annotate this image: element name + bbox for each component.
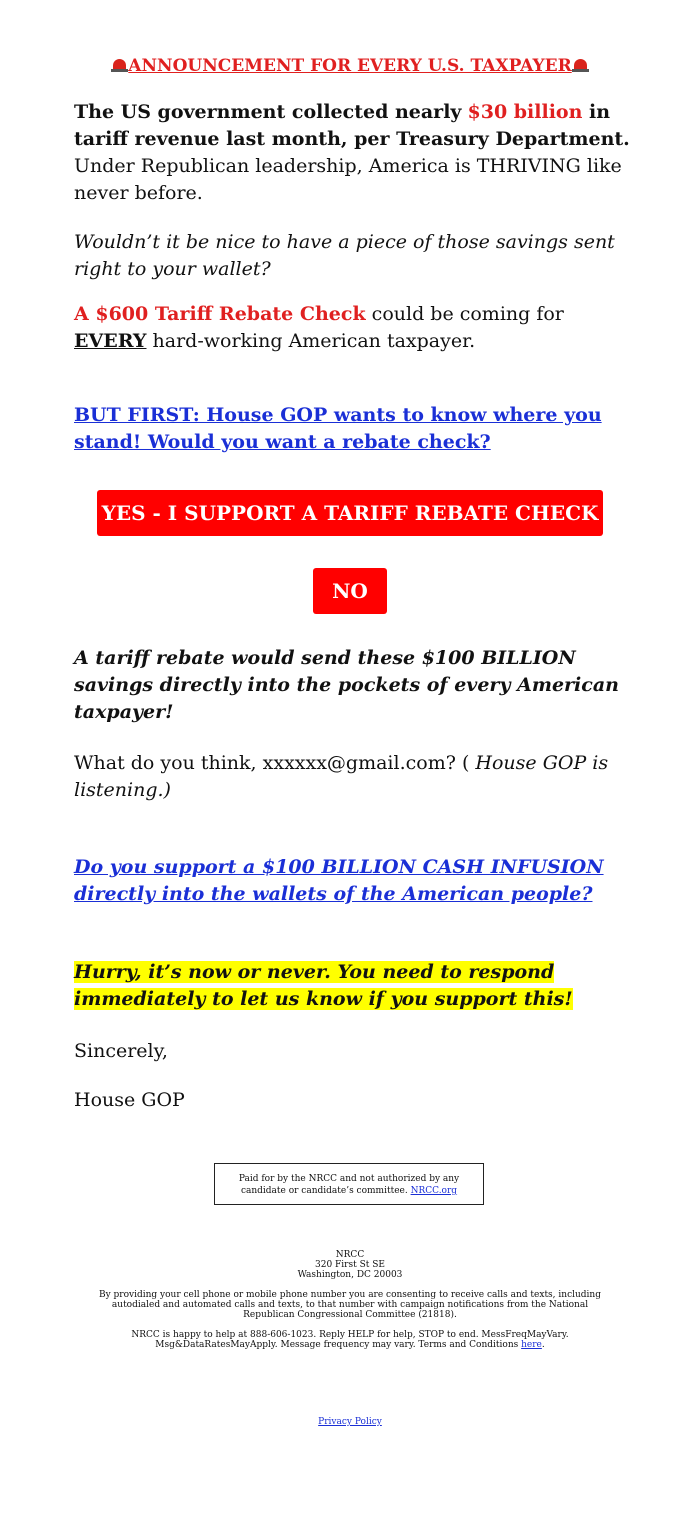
consent-text: By providing your cell phone or mobile phone number you are consenting to receive calls and texts, including autodialed and automated calls and texts, to that number with campaign notifications from the National Republican Congressional Committee (21818). <box>98 1290 601 1320</box>
hurry-paragraph <box>74 959 634 1013</box>
rebate-amount: A $600 Tariff Rebate Check <box>74 303 366 325</box>
privacy-policy-link[interactable]: Privacy Policy <box>318 1417 382 1427</box>
what-think-paragraph: What do you think, xxxxxx@gmail.com? ( House GOP is listening.) <box>74 752 609 801</box>
intro-paragraph: The US government collected nearly $30 billion in tariff revenue last month, per Treasury Department. Under Republican leadership, America is THRIVING like never before. <box>74 101 630 204</box>
no-button[interactable]: NO <box>313 568 387 614</box>
terms-link[interactable]: here <box>521 1340 542 1350</box>
rebate-paragraph: A $600 Tariff Rebate Check could be coming for EVERY hard-working American taxpayer. <box>74 303 564 352</box>
footer-address: NRCC 320 First St SE Washington, DC 20003 <box>297 1250 403 1280</box>
every-emphasis: EVERY <box>74 330 147 352</box>
wallet-question: Wouldn’t it be nice to have a piece of those savings sent right to your wallet? <box>74 231 615 280</box>
revenue-amount: $30 billion <box>467 101 583 123</box>
hurry-highlight: Hurry, it’s now or never. You need to respond immediately to let us know if you support this! <box>74 961 573 1010</box>
but-first-paragraph <box>74 402 634 456</box>
help-text: NRCC is happy to help at 888-606-1023. Reply HELP for help, STOP to end. MessFreqMayVary. Msg&DataRatesMayApply. Message frequency may vary. Terms and Conditions here. <box>131 1330 569 1350</box>
savings-paragraph: A tariff rebate would send these $100 BILLION savings directly into the pockets of every American taxpayer! <box>74 647 619 723</box>
nrcc-link[interactable]: NRCC.org <box>410 1186 458 1196</box>
announcement-headline: ANNOUNCEMENT FOR EVERY U.S. TAXPAYER <box>0 56 700 76</box>
but-first-link[interactable]: BUT FIRST: House GOP wants to know where you stand! Would you want a rebate check? <box>74 404 602 453</box>
cash-infusion-paragraph <box>74 854 634 908</box>
privacy-container <box>90 1417 610 1427</box>
paid-for-disclaimer: Paid for by the NRCC and not authorized by any candidate or candidate’s committee. NRCC.org <box>214 1163 484 1205</box>
signature: House GOP <box>74 1089 185 1111</box>
siren-icon <box>572 58 589 72</box>
cash-infusion-link[interactable]: Do you support a $100 BILLION CASH INFUSION directly into the wallets of the American people? <box>74 856 604 905</box>
siren-icon <box>111 58 128 72</box>
closing: Sincerely, <box>74 1040 168 1062</box>
yes-support-button[interactable]: YES - I SUPPORT A TARIFF REBATE CHECK <box>97 490 603 536</box>
